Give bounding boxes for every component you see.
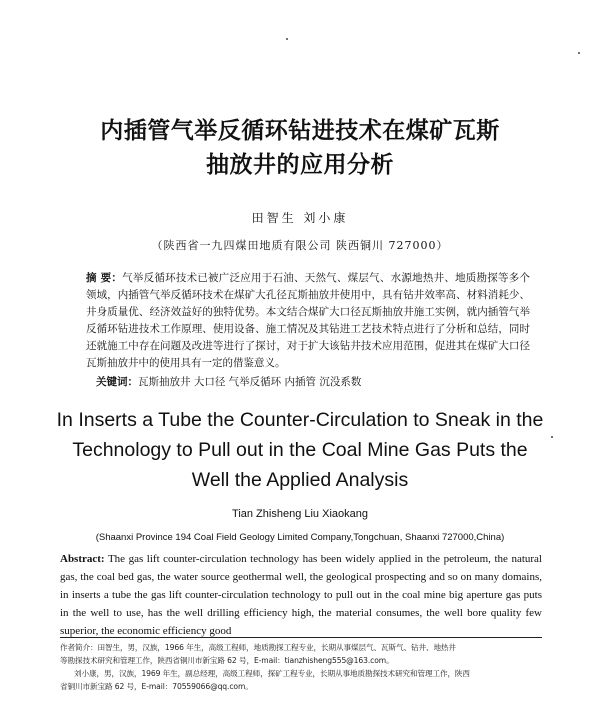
chinese-authors: 田智生 刘小康 [251,211,349,225]
chinese-title [40,114,560,182]
footnote-divider [60,637,542,638]
footnote [60,641,542,693]
chinese-abstract-label: 摘 要： [86,272,123,284]
scan-speck [578,52,580,54]
footnote-line: 省铜川市新宝路 62 号，E-mail：70559066@qq.com。 [60,682,253,691]
footnote-line: 刘小康，男，汉族，1969 年生，副总经理，高级工程师，探矿工程专业，长期从事地质勘探技术研究和管理工作，陕西 [74,669,470,678]
english-title [20,405,580,495]
english-authors: Tian Zhisheng Liu Xiaokang [232,508,368,520]
chinese-abstract [86,270,530,372]
chinese-keywords-text: 瓦斯抽放井 大口径 气举反循环 内插管 沉没系数 [138,376,362,388]
english-affiliation: (Shaanxi Province 194 Coal Field Geology Limited Company,Tongchuan, Shaanxi 727000,China) [95,532,505,543]
scan-speck [286,38,288,40]
english-title-line: Technology to Pull out in the Coal Mine Gas Puts the [72,439,528,461]
chinese-keywords-label: 关键词： [96,376,138,388]
chinese-affiliation: （陕西省一九四煤田地质有限公司 陕西铜川 727000） [151,239,449,252]
footnote-line: 作者简介：田智生，男，汉族，1966 年生，高级工程师，地质勘探工程专业，长期从事煤层气、瓦斯气、钻井、地热井 [60,643,456,652]
english-abstract-text: The gas lift counter-circulation technology has been widely applied in the petroleum, the natural gas, the coal bed gas, the water source geothermal well, the geological prospecting and so on many domains, in inserts a tube the gas lift counter-circulation technology to pull out in the coal mine big aperture gas puts in the well to use, has the well drilling efficiency high, the material consumes, the well bore quality few superior, the economic efficiency good [60,553,542,637]
chinese-keywords [96,374,536,391]
footnote-line: 等勘探技术研究和管理工作，陕西省铜川市新宝路 62 号，E-mail：tianzhisheng555@163.com。 [60,656,394,665]
english-title-line: Well the Applied Analysis [191,469,409,491]
english-abstract-label: Abstract: [60,553,105,565]
chinese-title-line: 抽放井的应用分析 [206,152,394,178]
english-abstract [60,550,542,640]
english-title-line: In Inserts a Tube the Counter-Circulation to Sneak in the [56,409,544,431]
chinese-title-line: 内插管气举反循环钻进技术在煤矿瓦斯 [100,118,500,144]
chinese-abstract-text: 气举反循环技术已被广泛应用于石油、天然气、煤层气、水源地热井、地质勘探等多个领域，内插管气举反循环技术在煤矿大孔径瓦斯抽放井使用中，具有钻井效率高、材料消耗少、井身质量优、经济效益好的独特优势。本文结合煤矿大口径瓦斯抽放井施工实例，就内插管气举反循环钻进技术工作原理、使用设备、施工情况及其钻进工艺技术特点进行了分析和总结，同时还就施工中存在问题及改进等进行了探讨，对于扩大该钻井技术应用范围，促进其在煤矿大口径瓦斯抽放井中的使用具有一定的借鉴意义。 [86,272,531,369]
